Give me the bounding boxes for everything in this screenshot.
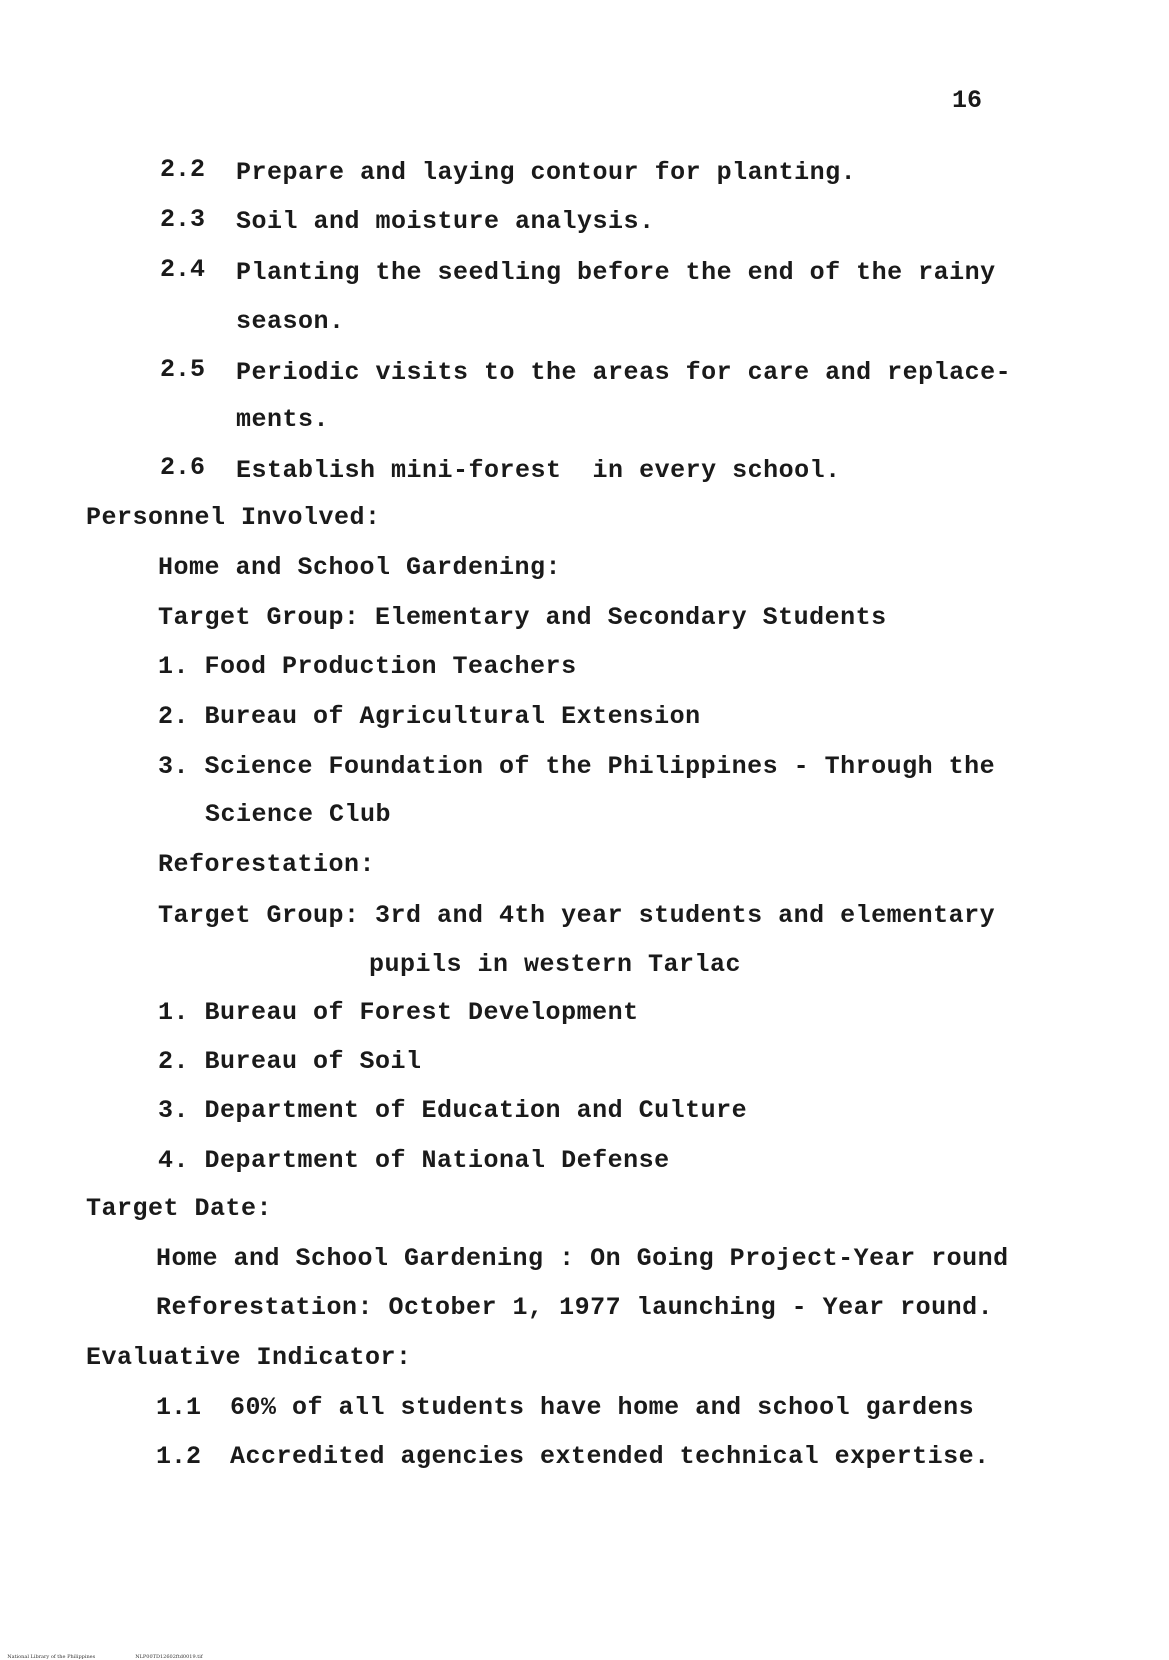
activity-text-cont: season. bbox=[236, 307, 345, 336]
gardening-target: Target Group: Elementary and Secondary Students bbox=[158, 603, 887, 632]
evaluative-num: 1.1 bbox=[156, 1393, 202, 1422]
evaluative-heading: Evaluative Indicator: bbox=[86, 1343, 412, 1372]
activity-text: Establish mini-forest in every school. bbox=[236, 456, 841, 485]
reforestation-target: Target Group: 3rd and 4th year students and elementary bbox=[158, 901, 996, 930]
activity-text: Periodic visits to the areas for care and replace- bbox=[236, 358, 1012, 387]
activity-text: Planting the seedling before the end of the rainy bbox=[236, 258, 996, 287]
reforestation-target-cont: pupils in western Tarlac bbox=[369, 950, 742, 979]
footer bbox=[4, 1648, 243, 1660]
activity-text: Prepare and laying contour for planting. bbox=[236, 158, 857, 187]
footer-library: National Library of the Philippines bbox=[7, 1654, 96, 1660]
evaluative-text: Accredited agencies extended technical expertise. bbox=[230, 1442, 990, 1471]
reforestation-item: 1. Bureau of Forest Development bbox=[158, 998, 639, 1027]
reforestation-item: 3. Department of Education and Culture bbox=[158, 1096, 748, 1125]
gardening-item-cont: Science Club bbox=[205, 800, 392, 829]
activity-num: 2.5 bbox=[160, 355, 206, 384]
gardening-heading: Home and School Gardening: bbox=[158, 553, 562, 582]
gardening-item: 2. Bureau of Agricultural Extension bbox=[158, 702, 701, 731]
page-number: 16 bbox=[952, 86, 983, 115]
reforestation-item: 4. Department of National Defense bbox=[158, 1146, 670, 1175]
reforestation-item: 2. Bureau of Soil bbox=[158, 1047, 422, 1076]
footer-file: NLP00TD12602ftd0019.tif bbox=[135, 1654, 203, 1660]
reforestation-heading: Reforestation: bbox=[158, 850, 376, 879]
activity-num: 2.4 bbox=[160, 255, 206, 284]
activity-text: Soil and moisture analysis. bbox=[236, 207, 655, 236]
target-date-gardening: Home and School Gardening : On Going Project-Year round bbox=[156, 1244, 1009, 1273]
activity-num: 2.3 bbox=[160, 205, 206, 234]
activity-num: 2.6 bbox=[160, 453, 206, 482]
evaluative-text: 60% of all students have home and school gardens bbox=[230, 1393, 975, 1422]
gardening-item: 1. Food Production Teachers bbox=[158, 652, 577, 681]
activity-text-cont: ments. bbox=[236, 405, 330, 434]
target-date-heading: Target Date: bbox=[86, 1194, 273, 1223]
target-date-reforestation: Reforestation: October 1, 1977 launching - Year round. bbox=[156, 1293, 994, 1322]
activity-num: 2.2 bbox=[160, 155, 206, 184]
evaluative-num: 1.2 bbox=[156, 1442, 202, 1471]
personnel-heading: Personnel Involved: bbox=[86, 503, 381, 532]
gardening-item: 3. Science Foundation of the Philippines - Through the bbox=[158, 752, 996, 781]
